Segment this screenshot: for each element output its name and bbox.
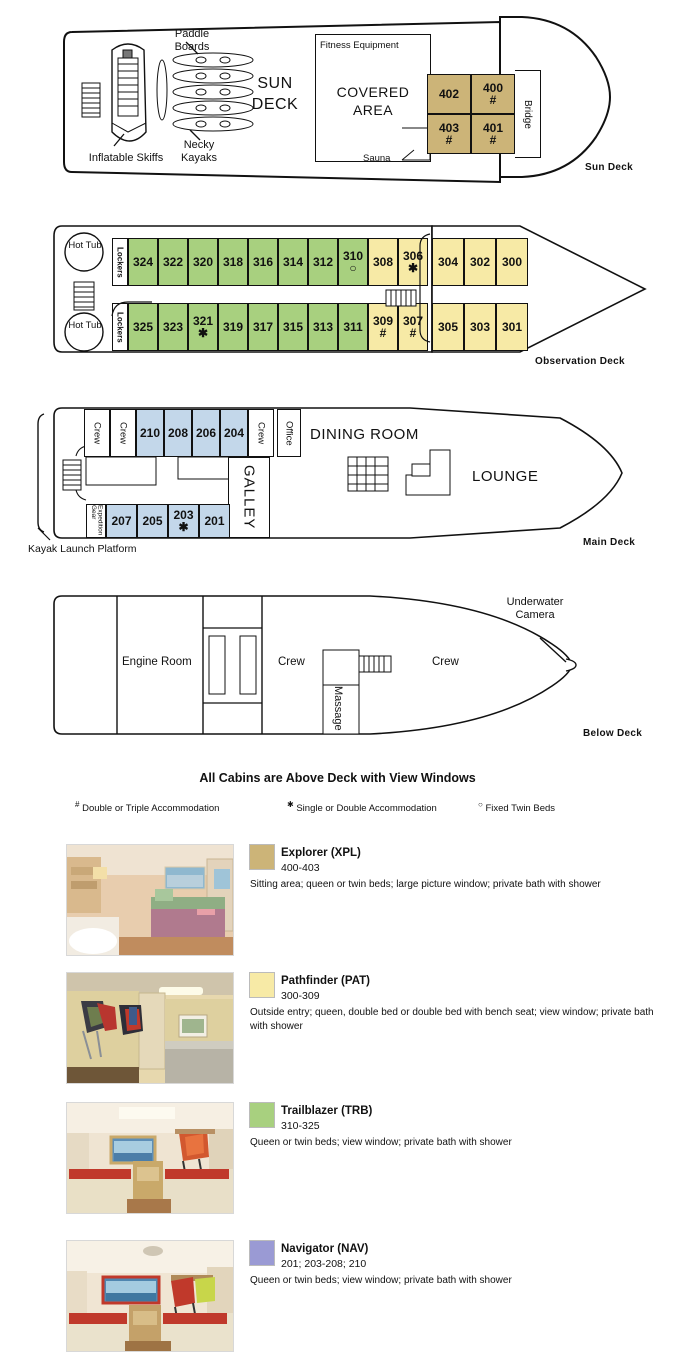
legend-label: Double or Triple Accommodation: [82, 803, 220, 815]
category-desc-explorer: Sitting area; queen or twin beds; large picture window; private bath with shower: [250, 879, 601, 890]
cabin-photo-trailblazer: [66, 1102, 234, 1214]
swatch-navigator: [249, 1240, 275, 1266]
sun-deck-label: Sun Deck: [585, 162, 633, 173]
cabin-322[interactable]: [158, 238, 188, 286]
crew-room-1: [84, 409, 110, 457]
category-name-trailblazer: Trailblazer (TRB): [281, 1105, 373, 1117]
cabin-308[interactable]: [368, 238, 398, 286]
cabin-number: 325: [132, 320, 154, 334]
cabin-number: 324: [132, 255, 154, 269]
below-deck-label: Below Deck: [583, 728, 643, 739]
cabin-number: 208: [167, 426, 189, 440]
cabin-symbol: #: [409, 326, 417, 340]
paddle-boards-label: Paddle Boards: [174, 28, 210, 53]
fitness-equipment-label: Fitness Equipment: [320, 40, 399, 51]
bridge-label: Bridge: [522, 99, 533, 129]
lockers-upper: [112, 238, 128, 286]
category-desc-navigator: Queen or twin beds; view window; private bath with shower: [250, 1275, 512, 1286]
cabin-symbol: #: [445, 133, 453, 147]
cabin-number: 307: [402, 314, 424, 328]
cabin-400[interactable]: [471, 74, 515, 114]
crew-label: Crew: [91, 421, 103, 445]
cabin-number: 319: [222, 320, 244, 334]
kayak-launch-platform-label: Kayak Launch Platform: [28, 543, 137, 555]
legend-symbol: #: [75, 800, 80, 809]
galley-label: GALLEY: [240, 465, 258, 530]
cabin-number: 300: [501, 255, 523, 269]
main-deck-plan: [0, 400, 675, 565]
cabin-315[interactable]: [278, 303, 308, 351]
cabin-number: 302: [469, 255, 491, 269]
cabin-symbol: ✱: [178, 520, 189, 534]
cabin-number: 316: [252, 255, 274, 269]
swatch-explorer: [249, 844, 275, 870]
observation-deck-plan: [0, 218, 675, 368]
swatch-pathfinder: [249, 972, 275, 998]
cabin-number: 301: [501, 320, 523, 334]
necky-kayaks-label: Necky Kayaks: [180, 139, 218, 164]
cabin-number: 201: [204, 514, 225, 528]
sauna-label: Sauna: [363, 153, 391, 164]
cabin-number: 402: [438, 87, 460, 101]
cabin-205[interactable]: [137, 504, 168, 538]
cabin-number: 207: [111, 514, 132, 528]
cabin-number: 320: [192, 255, 214, 269]
underwater-camera-label: Underwater Camera: [506, 596, 564, 622]
cabin-number: 309: [372, 314, 394, 328]
cabin-number: 206: [195, 426, 217, 440]
cabin-number: 311: [343, 320, 363, 334]
cabin-402[interactable]: [427, 74, 471, 114]
category-desc-trailblazer: Queen or twin beds; view window; private bath with shower: [250, 1137, 512, 1148]
cabin-311[interactable]: [338, 303, 368, 351]
cabin-319[interactable]: [218, 303, 248, 351]
office-label: Office: [283, 420, 295, 446]
below-deck-plan: [0, 588, 675, 743]
cabin-number: 210: [139, 426, 161, 440]
covered-area-label: COVERED AREA: [336, 84, 410, 118]
category-name-navigator: Navigator (NAV): [281, 1243, 369, 1255]
massage-label: Massage: [332, 686, 344, 731]
cabin-number: 304: [437, 255, 459, 269]
cabin-204[interactable]: [220, 409, 248, 457]
cabin-206[interactable]: [192, 409, 220, 457]
expedition-gear-label: Expedition Gear: [90, 505, 104, 536]
office: [277, 409, 301, 457]
cabin-201[interactable]: [199, 504, 230, 538]
cabin-401[interactable]: [471, 114, 515, 154]
cabin-302[interactable]: [464, 238, 496, 286]
cabin-number: 400: [482, 81, 504, 95]
cabin-number: 401: [482, 121, 504, 135]
sun-deck-title: SUN DECK: [251, 75, 299, 113]
legend-item-asterisk: [287, 800, 437, 814]
cabin-number: 314: [282, 255, 304, 269]
cabin-number: 323: [162, 320, 184, 334]
legend-symbol: ✱: [287, 800, 294, 809]
cabin-photo-explorer: [66, 844, 234, 956]
bridge: [515, 70, 541, 158]
category-desc-pathfinder: Outside entry; queen, double bed or double bed with bench seat; view window; private bath with shower: [250, 1007, 654, 1032]
main-deck-label: Main Deck: [583, 537, 636, 548]
cabin-number: 321: [192, 314, 214, 328]
cabin-number: 313: [312, 320, 334, 334]
lounge-label: LOUNGE: [472, 468, 539, 485]
inflatable-skiffs-label: Inflatable Skiffs: [88, 152, 164, 164]
cabin-310[interactable]: [338, 238, 368, 286]
cabin-number: 317: [252, 320, 274, 334]
cabin-symbol: #: [379, 326, 387, 340]
cabin-photo-navigator: [66, 1240, 234, 1352]
legend-symbol: ○: [478, 800, 483, 809]
cabin-303[interactable]: [464, 303, 496, 351]
cabin-300[interactable]: [496, 238, 528, 286]
crew-label: Crew: [117, 421, 129, 445]
expedition-gear: [86, 504, 106, 538]
sun-deck-plan: [0, 22, 675, 172]
cabin-317[interactable]: [248, 303, 278, 351]
cabin-316[interactable]: [248, 238, 278, 286]
cabin-symbol: #: [489, 93, 497, 107]
cabin-number: 205: [142, 514, 163, 528]
cabin-photo-pathfinder: [66, 972, 234, 1084]
cabin-210[interactable]: [136, 409, 164, 457]
legend-label: Single or Double Accommodation: [296, 803, 437, 815]
legend-label: Fixed Twin Beds: [485, 803, 556, 815]
cabin-208[interactable]: [164, 409, 192, 457]
category-cabins-trailblazer: 310-325: [281, 1120, 320, 1132]
cabin-323[interactable]: [158, 303, 188, 351]
cabin-number: 308: [372, 255, 394, 269]
dining-room-label: DINING ROOM: [310, 426, 419, 443]
crew-fwd-label: Crew: [432, 656, 459, 668]
crew-room-2: [110, 409, 136, 457]
cabin-207[interactable]: [106, 504, 137, 538]
cabin-313[interactable]: [308, 303, 338, 351]
cabin-320[interactable]: [188, 238, 218, 286]
cabin-number: 303: [469, 320, 491, 334]
cabin-318[interactable]: [218, 238, 248, 286]
crew-aft-label: Crew: [278, 656, 305, 668]
cabin-number: 305: [437, 320, 459, 334]
cabin-321[interactable]: [188, 303, 218, 351]
hot-tub-upper-label: Hot Tub: [68, 240, 102, 251]
legend-title: All Cabins are Above Deck with View Windows: [199, 771, 476, 785]
lockers-label: Lockers: [115, 311, 125, 343]
cabin-number: 318: [222, 255, 244, 269]
legend-item-hash: [75, 800, 219, 814]
cabin-number: 403: [438, 121, 460, 135]
cabin-314[interactable]: [278, 238, 308, 286]
cabin-number: 204: [223, 426, 245, 440]
cabin-symbol: #: [489, 133, 497, 147]
cabin-301[interactable]: [496, 303, 528, 351]
cabin-symbol: ✱: [197, 326, 209, 340]
cabin-403[interactable]: [427, 114, 471, 154]
hot-tub-lower-label: Hot Tub: [68, 320, 102, 331]
cabin-number: 312: [312, 255, 334, 269]
cabin-symbol: ○: [349, 261, 357, 275]
cabin-number: 310: [342, 249, 364, 263]
legend-item-circle: [478, 800, 555, 814]
cabin-203[interactable]: [168, 504, 199, 538]
cabin-324[interactable]: [128, 238, 158, 286]
cabin-symbol: ✱: [407, 261, 419, 275]
galley: [228, 457, 270, 538]
cabin-number: 306: [402, 249, 424, 263]
category-cabins-explorer: 400-403: [281, 862, 320, 874]
cabin-number: 203: [173, 508, 194, 522]
cabin-number: 315: [282, 320, 304, 334]
observation-deck-label: Observation Deck: [535, 356, 625, 367]
category-cabins-navigator: 201; 203-208; 210: [281, 1258, 367, 1270]
category-name-explorer: Explorer (XPL): [281, 847, 361, 859]
crew-room-3: [248, 409, 274, 457]
cabin-312[interactable]: [308, 238, 338, 286]
crew-label: Crew: [255, 421, 267, 445]
cabin-number: 322: [162, 255, 184, 269]
category-name-pathfinder: Pathfinder (PAT): [281, 975, 371, 987]
lockers-label: Lockers: [115, 246, 125, 278]
swatch-trailblazer: [249, 1102, 275, 1128]
engine-room-label: Engine Room: [122, 656, 192, 668]
category-cabins-pathfinder: 300-309: [281, 990, 320, 1002]
